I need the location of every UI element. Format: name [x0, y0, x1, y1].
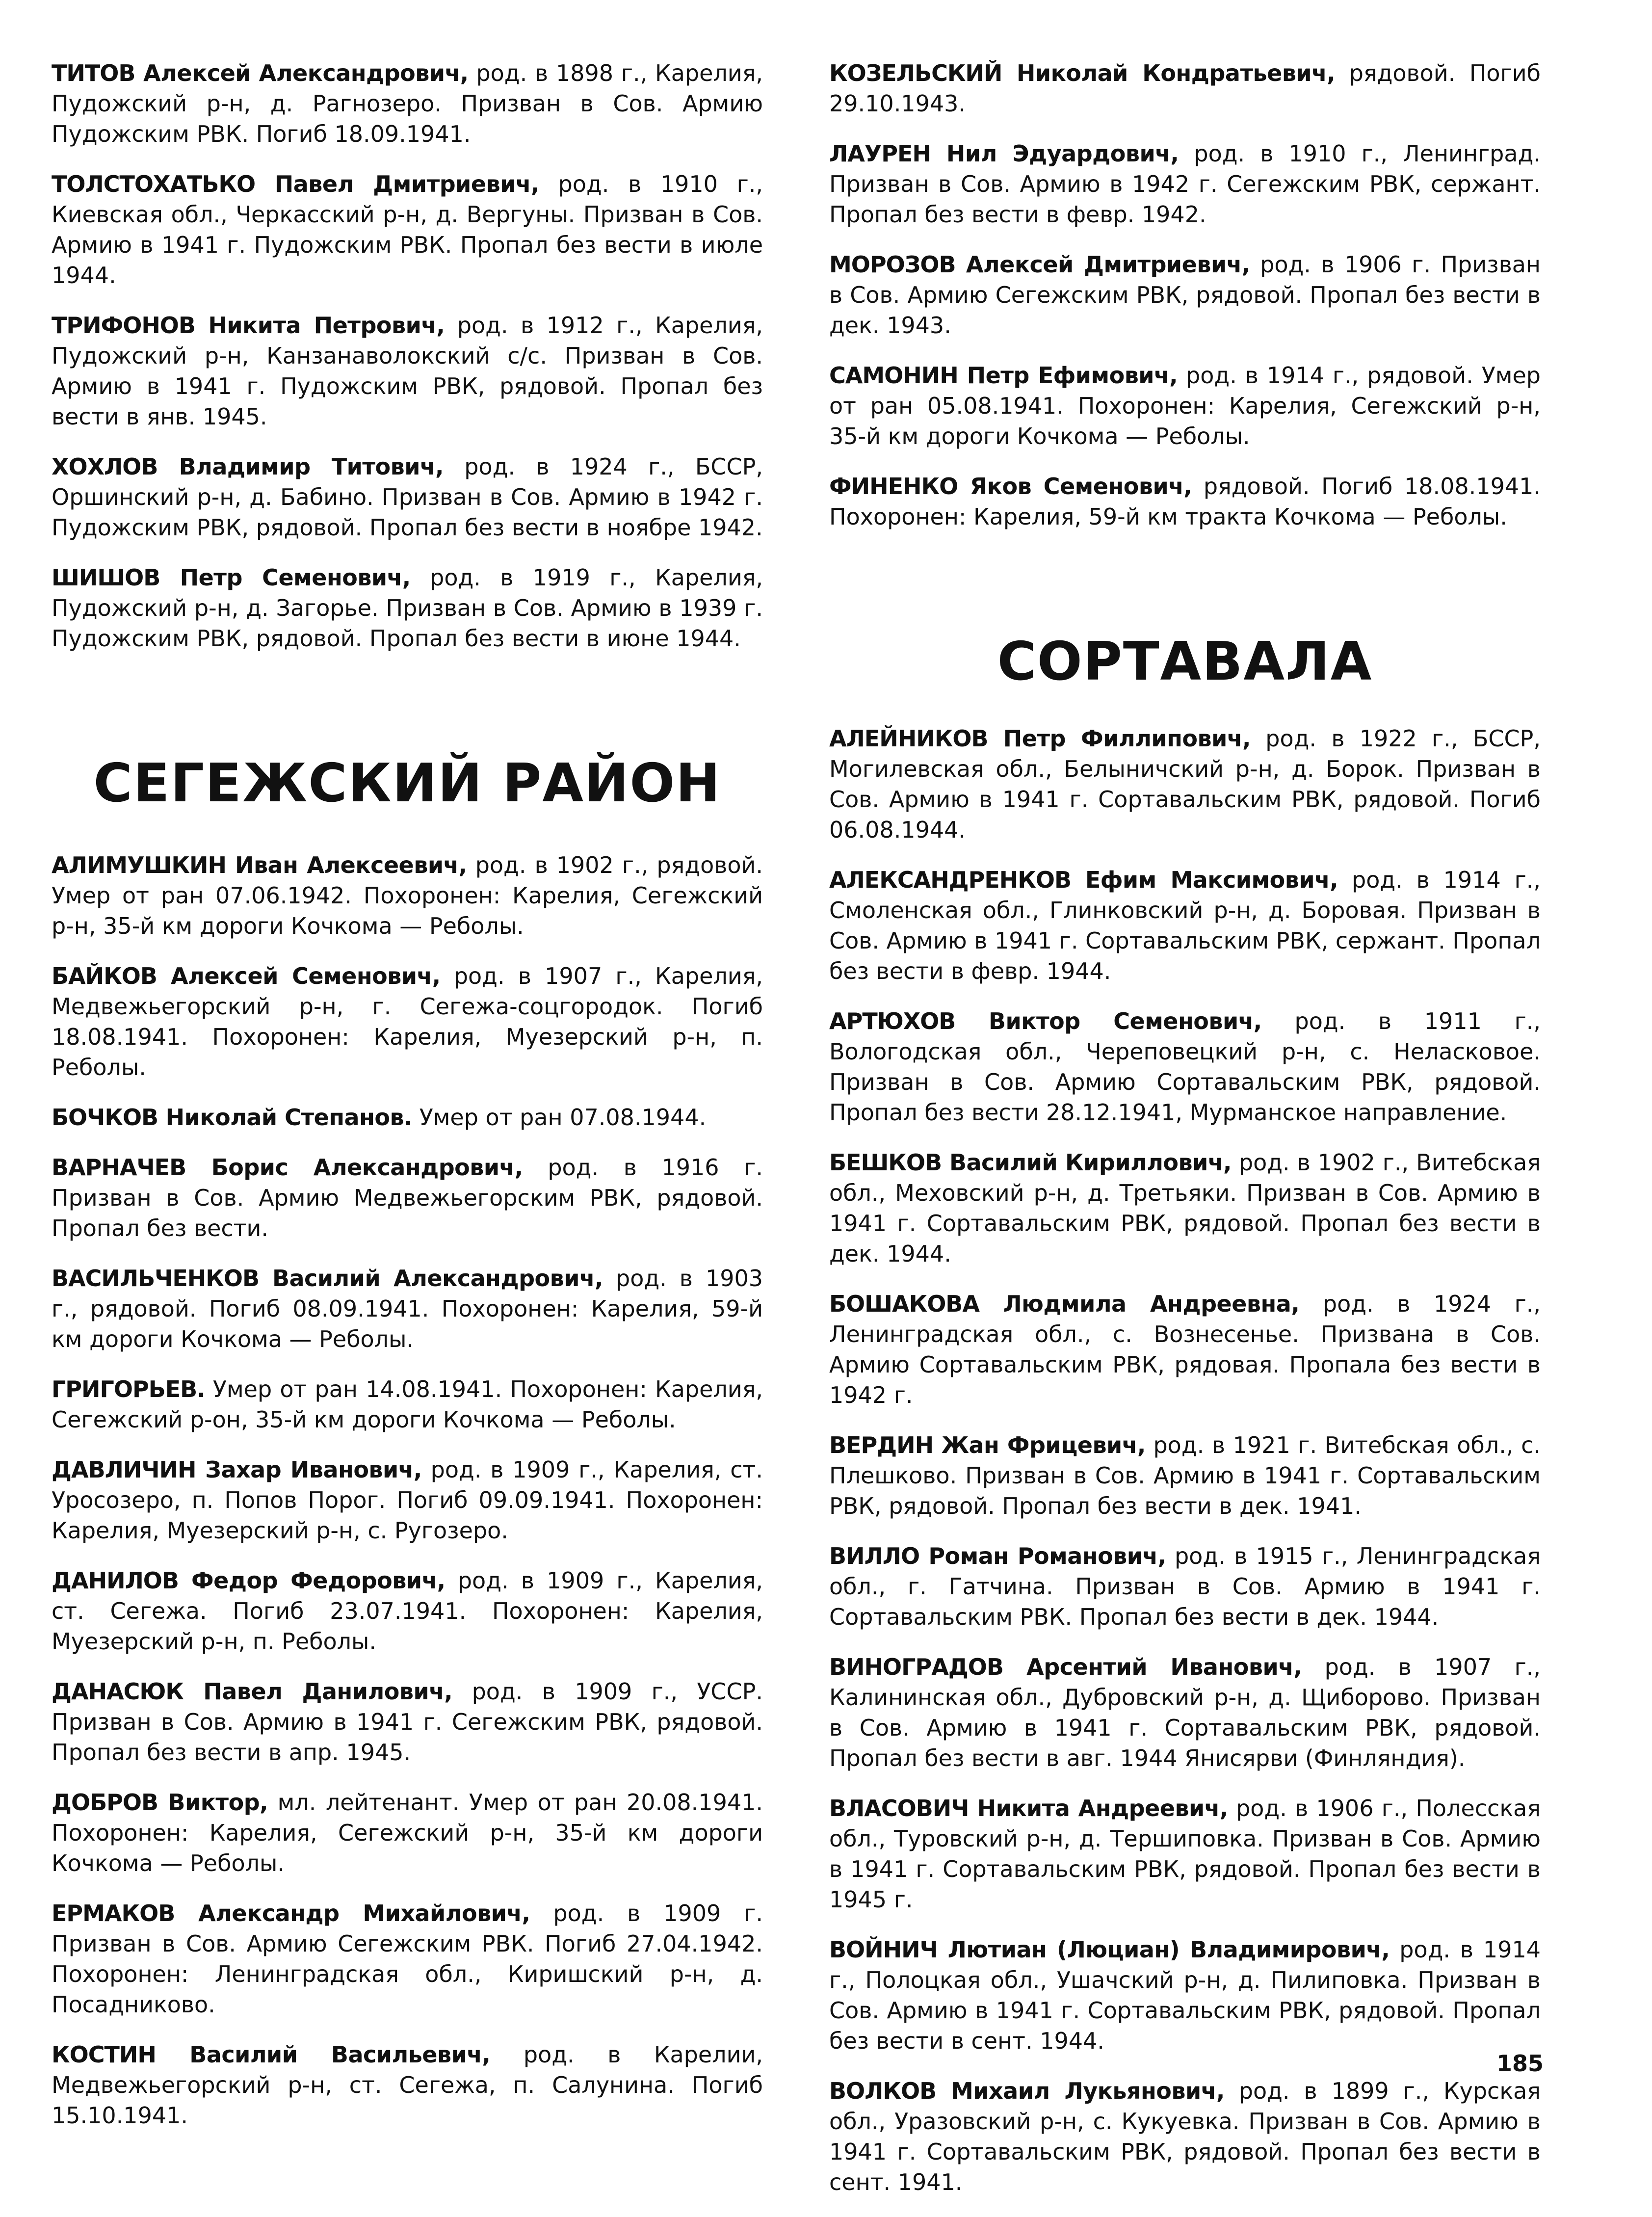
entries-sortavala — [829, 723, 1541, 2197]
entries-segezhsky — [52, 850, 763, 2131]
entry-entry-details: род. в 1909 г., Карелия, ст. Сегежа. Погиб 23.07.1941. Похоронен: Карелия, Муезерский р-н, п. Реболы. — [52, 1567, 763, 1655]
memorial-entry — [52, 1676, 763, 1768]
entry-given-names: Петр Семенович, — [160, 564, 411, 591]
memorial-entry — [829, 360, 1541, 451]
entry-entry-details: род. в 1916 г. Призван в Сов. Армию Медвежьегорским РВК, рядовой. Пропал без вести. — [52, 1154, 763, 1241]
entry-given-names: Николай Степанов. — [158, 1104, 413, 1131]
entry-entry-details: род. в 1924 г., Ленинградская обл., с. Вознесенье. Призвана в Сов. Армию Сортавальским РВК, рядовая. Пропала без вести в 1942 г. — [829, 1291, 1541, 1408]
memorial-entry — [829, 1793, 1541, 1915]
entry-surname: АЛЕКСАНДРЕНКОВ — [829, 867, 1072, 893]
entry-given-names: Ефим Максимович, — [1071, 867, 1338, 893]
entry-given-names: Виктор Семенович, — [955, 1008, 1262, 1034]
entry-given-names: Иван Алексеевич, — [226, 852, 467, 878]
entry-surname: АРТЮХОВ — [829, 1008, 956, 1034]
memorial-entry — [52, 850, 763, 941]
entry-entry-details: род. в 1898 г., Карелия, Пудожский р-н, д. Рагнозеро. Призван в Сов. Армию Пудожским РВК. Погиб 18.09.1941. — [52, 60, 763, 147]
memorial-entry — [829, 249, 1541, 341]
entry-surname: ФИНЕНКО — [829, 473, 958, 500]
right-column — [829, 58, 1541, 2217]
entry-surname: ГРИГОРЬЕВ. — [52, 1376, 205, 1402]
entry-given-names: Никита Петрович, — [195, 312, 445, 339]
memorial-entry — [829, 1006, 1541, 1128]
memorial-entry — [829, 1652, 1541, 1773]
entry-surname: ДОБРОВ — [52, 1789, 158, 1816]
memorial-entry — [52, 58, 763, 149]
entry-surname: ВОЛКОВ — [829, 2078, 937, 2104]
memorial-entry — [52, 1898, 763, 2020]
entry-entry-details: род. в 1914 г., рядовой. Умер от ран 05.08.1941. Похоронен: Карелия, Сегежский р-н, 35-й км дороги Кочкома — Реболы. — [829, 362, 1541, 449]
entry-given-names: Нил Эдуардович, — [930, 140, 1179, 167]
entry-surname: АЛИМУШКИН — [52, 852, 226, 878]
entry-entry-details: род. в 1910 г., Киевская обл., Черкасский р-н, д. Вергуны. Призван в Сов. Армию в 1941 г. Пудожским РВК. Пропал без вести в июле 1944. — [52, 171, 763, 289]
memorial-entry — [829, 1147, 1541, 1269]
memorial-entry — [829, 138, 1541, 230]
entry-surname: ВЕРДИН — [829, 1432, 934, 1458]
entry-given-names: Жан Фрицевич, — [933, 1432, 1146, 1458]
entry-surname: ВАРНАЧЕВ — [52, 1154, 186, 1181]
entry-entry-details: род. в 1909 г., УССР. Призван в Сов. Армию в 1941 г. Сегежским РВК, рядовой. Пропал без вести в апр. 1945. — [52, 1678, 763, 1766]
entry-entry-details: род. в Карелии, Медвежьегорский р-н, ст. Сегежа, п. Салунина. Погиб 15.10.1941. — [52, 2041, 763, 2129]
entries-continued-right — [829, 58, 1541, 532]
entry-given-names: Арсентий Иванович, — [1003, 1654, 1302, 1680]
entry-given-names: Виктор, — [158, 1789, 268, 1816]
entry-entry-details: род. в 1921 г. Витебская обл., с. Плешково. Призван в Сов. Армию в 1941 г. Сортавальским РВК, рядовой. Пропал без вести в дек. 1941. — [829, 1432, 1541, 1519]
entry-entry-details: род. в 1909 г., Карелия, ст. Уросозеро, п. Попов Порог. Погиб 09.09.1941. Похоронен: Карелия, Муезерский р-н, с. Ругозеро. — [52, 1456, 763, 1544]
entry-surname: ВИНОГРАДОВ — [829, 1654, 1003, 1680]
memorial-entry — [829, 2076, 1541, 2197]
entry-surname: ТОЛСТОХАТЬКО — [52, 171, 256, 197]
entry-entry-details: род. в 1906 г. Призван в Сов. Армию Сегежским РВК, рядовой. Пропал без вести в дек. 1943. — [829, 251, 1541, 339]
entry-entry-details: род. в 1907 г., Карелия, Медвежьегорский р-н, г. Сегежа-соцгородок. Погиб 18.08.1941. Похоронен: Карелия, Муезерский р-н, п. Реболы. — [52, 963, 763, 1081]
memorial-entry — [52, 1565, 763, 1657]
entry-surname: ЕРМАКОВ — [52, 1900, 175, 1927]
entry-surname: МОРОЗОВ — [829, 251, 956, 278]
entry-entry-details: род. в 1906 г., Полесская обл., Туровский р-н, д. Тершиповка. Призван в Сов. Армию в 1941 г. Сортавальским РВК, рядовой. Пропал без вести в 1945 г. — [829, 1795, 1541, 1913]
entries-continued-left — [52, 58, 763, 654]
memorial-entry — [829, 1430, 1541, 1521]
entry-given-names: Василий Васильевич, — [156, 2041, 491, 2068]
entry-surname: ДАВЛИЧИН — [52, 1456, 196, 1483]
entry-entry-details: Умер от ран 14.08.1941. Похоронен: Карелия, Сегежский р-он, 35-й км дороги Кочкома — Реболы. — [52, 1376, 763, 1433]
entry-given-names: Захар Иванович, — [196, 1456, 422, 1483]
entry-given-names: Людмила Андреевна, — [979, 1291, 1300, 1317]
entry-surname: ХОХЛОВ — [52, 453, 158, 480]
entry-entry-details: род. в 1910 г., Ленинград. Призван в Сов. Армию в 1942 г. Сегежским РВК, сержант. Пропал без вести в февр. 1942. — [829, 140, 1541, 228]
memorial-entry — [52, 562, 763, 654]
entry-given-names: Лютиан (Люциан) Владимирович, — [937, 1936, 1390, 1963]
memorial-entry — [829, 58, 1541, 119]
entry-given-names: Николай Кондратьевич, — [1002, 60, 1336, 86]
memorial-entry — [829, 723, 1541, 845]
entry-given-names: Василий Александрович, — [259, 1265, 603, 1292]
memorial-entry — [52, 961, 763, 1082]
page-number: 185 — [1496, 2050, 1544, 2077]
entry-surname: ТРИФОНОВ — [52, 312, 195, 339]
entry-entry-details: род. в 1919 г., Карелия, Пудожский р-н, д. Загорье. Призван в Сов. Армию в 1939 г. Пудожским РВК, рядовой. Пропал без вести в июне 1944. — [52, 564, 763, 652]
entry-given-names: Владимир Титович, — [157, 453, 444, 480]
entry-entry-details: род. в 1914 г., Смоленская обл., Глинковский р-н, д. Боровая. Призван в Сов. Армию в 1941 г. Сортавальским РВК, сержант. Пропал без вести в февр. 1944. — [829, 867, 1541, 984]
memorial-entry — [829, 865, 1541, 986]
entry-given-names: Александр Михайлович, — [175, 1900, 530, 1927]
entry-surname: КОСТИН — [52, 2041, 156, 2068]
entry-entry-details: Умер от ран 07.08.1944. — [412, 1104, 707, 1131]
entry-surname: ВЛАСОВИЧ — [829, 1795, 969, 1821]
entry-surname: ТИТОВ — [52, 60, 135, 86]
entry-entry-details: род. в 1909 г. Призван в Сов. Армию Сегежским РВК. Погиб 27.04.1942. Похоронен: Ленинградская обл., Киришский р-н, д. Посадниково. — [52, 1900, 763, 2018]
entry-given-names: Павел Дмитриевич, — [255, 171, 539, 197]
entry-surname: ДАНИЛОВ — [52, 1567, 179, 1594]
entry-surname: САМОНИН — [829, 362, 958, 389]
memorial-entry — [829, 1541, 1541, 1632]
entry-given-names: Яков Семенович, — [958, 473, 1192, 500]
section-title-segezhsky: СЕГЕЖСКИЙ РАЙОН — [93, 753, 721, 814]
entry-entry-details: род. в 1924 г., БССР, Оршинский р-н, д. Бабино. Призван в Сов. Армию в 1942 г. Пудожским РВК, рядовой. Пропал без вести в ноябре 1942. — [52, 453, 763, 541]
memorial-entry — [52, 2039, 763, 2131]
entry-surname: ДАНАСЮК — [52, 1678, 184, 1705]
entry-given-names: Петр Ефимович, — [958, 362, 1178, 389]
entry-given-names: Борис Александрович, — [186, 1154, 523, 1181]
entry-given-names: Роман Романович, — [919, 1543, 1166, 1569]
memorial-entry — [52, 1263, 763, 1354]
memorial-entry — [829, 1934, 1541, 2056]
entry-surname: БОЧКОВ — [52, 1104, 158, 1131]
memorial-entry — [52, 1374, 763, 1435]
entry-entry-details: род. в 1902 г., рядовой. Умер от ран 07.06.1942. Похоронен: Карелия, Сегежский р-н, 35-й км дороги Кочкома — Реболы. — [52, 852, 763, 939]
entry-entry-details: род. в 1911 г., Вологодская обл., Череповецкий р-н, с. Неласковое. Призван в Сов. Армию Сортавальским РВК, рядовой. Пропал без вести 28.12.1941, Мурманское направление. — [829, 1008, 1541, 1126]
entry-entry-details: рядовой. Погиб 18.08.1941. Похоронен: Карелия, 59-й км тракта Кочкома — Реболы. — [829, 473, 1541, 530]
entry-surname: ШИШОВ — [52, 564, 160, 591]
entry-surname: ЛАУРЕН — [829, 140, 931, 167]
left-column — [52, 58, 763, 2150]
memorial-entry — [52, 1454, 763, 1546]
memorial-entry — [829, 1289, 1541, 1410]
memorial-entry — [52, 1152, 763, 1243]
entry-entry-details: род. в 1912 г., Карелия, Пудожский р-н, Канзанаволокский с/с. Призван в Сов. Армию в 1941 г. Пудожским РВК, рядовой. Пропал без вести в янв. 1945. — [52, 312, 763, 430]
entry-entry-details: род. в 1903 г., рядовой. Погиб 08.09.1941. Похоронен: Карелия, 59-й км дороги Кочкома — Реболы. — [52, 1265, 763, 1352]
entry-given-names: Павел Данилович, — [184, 1678, 453, 1705]
entry-surname: БАЙКОВ — [52, 963, 157, 989]
memorial-entry — [52, 451, 763, 543]
entry-entry-details: род. в 1922 г., БССР, Могилевская обл., Белыничский р-н, д. Борок. Призван в Сов. Армию в 1941 г. Сортавальским РВК, рядовой. Погиб 06.08.1944. — [829, 725, 1541, 843]
entry-entry-details: род. в 1899 г., Курская обл., Уразовский р-н, с. Кукуевка. Призван в Сов. Армию в 1941 г. Сортавальским РВК, рядовой. Пропал без вести в сент. 1941. — [829, 2078, 1541, 2195]
entry-given-names: Алексей Семенович, — [157, 963, 441, 989]
memorial-entry — [829, 471, 1541, 532]
memorial-entry — [52, 310, 763, 432]
memorial-entry — [52, 1787, 763, 1878]
entry-surname: ВИЛЛО — [829, 1543, 920, 1569]
entry-entry-details: род. в 1915 г., Ленинградская обл., г. Гатчина. Призван в Сов. Армию в 1941 г. Сортавальским РВК. Пропал без вести в дек. 1944. — [829, 1543, 1541, 1630]
entry-given-names: Петр Филлипович, — [988, 725, 1251, 752]
entry-given-names: Никита Андреевич, — [969, 1795, 1228, 1821]
entry-surname: КОЗЕЛЬСКИЙ — [829, 60, 1002, 86]
memorial-entry — [52, 169, 763, 290]
entry-entry-details: род. в 1914 г., Полоцкая обл., Ушачский р-н, д. Пилиповка. Призван в Сов. Армию в 1941 г. Сортавальским РВК, рядовой. Пропал без вести в сент. 1944. — [829, 1936, 1541, 2054]
entry-entry-details: род. в 1907 г., Калининская обл., Дубровский р-н, д. Щиборово. Призван в Сов. Армию в 1941 г. Сортавальским РВК, рядовой. Пропал без вести в авг. 1944 Янисярви (Финляндия). — [829, 1654, 1541, 1771]
entry-surname: ВАСИЛЬЧЕНКОВ — [52, 1265, 260, 1292]
entry-entry-details: род. в 1902 г., Витебская обл., Меховский р-н, д. Третьяки. Призван в Сов. Армию в 1941 г. Сортавальским РВК, рядовой. Пропал без вести в дек. 1944. — [829, 1149, 1541, 1267]
entry-given-names: Василий Кириллович, — [942, 1149, 1232, 1176]
entry-given-names: Федор Федорович, — [178, 1567, 446, 1594]
entry-entry-details: мл. лейтенант. Умер от ран 20.08.1941. Похоронен: Карелия, Сегежский р-н, 35-й км дороги Кочкома — Реболы. — [52, 1789, 763, 1876]
entry-surname: ВОЙНИЧ — [829, 1936, 938, 1963]
entry-surname: АЛЕЙНИКОВ — [829, 725, 988, 752]
entry-given-names: Алексей Дмитриевич, — [955, 251, 1250, 278]
entry-surname: БЕШКОВ — [829, 1149, 942, 1176]
entry-given-names: Михаил Лукьянович, — [936, 2078, 1225, 2104]
entry-surname: БОШАКОВА — [829, 1291, 979, 1317]
entry-given-names: Алексей Александрович, — [135, 60, 469, 86]
entry-entry-details: рядовой. Погиб 29.10.1943. — [829, 60, 1541, 117]
section-title-sortavala: СОРТАВАЛА — [997, 631, 1373, 692]
memorial-entry — [52, 1102, 763, 1133]
